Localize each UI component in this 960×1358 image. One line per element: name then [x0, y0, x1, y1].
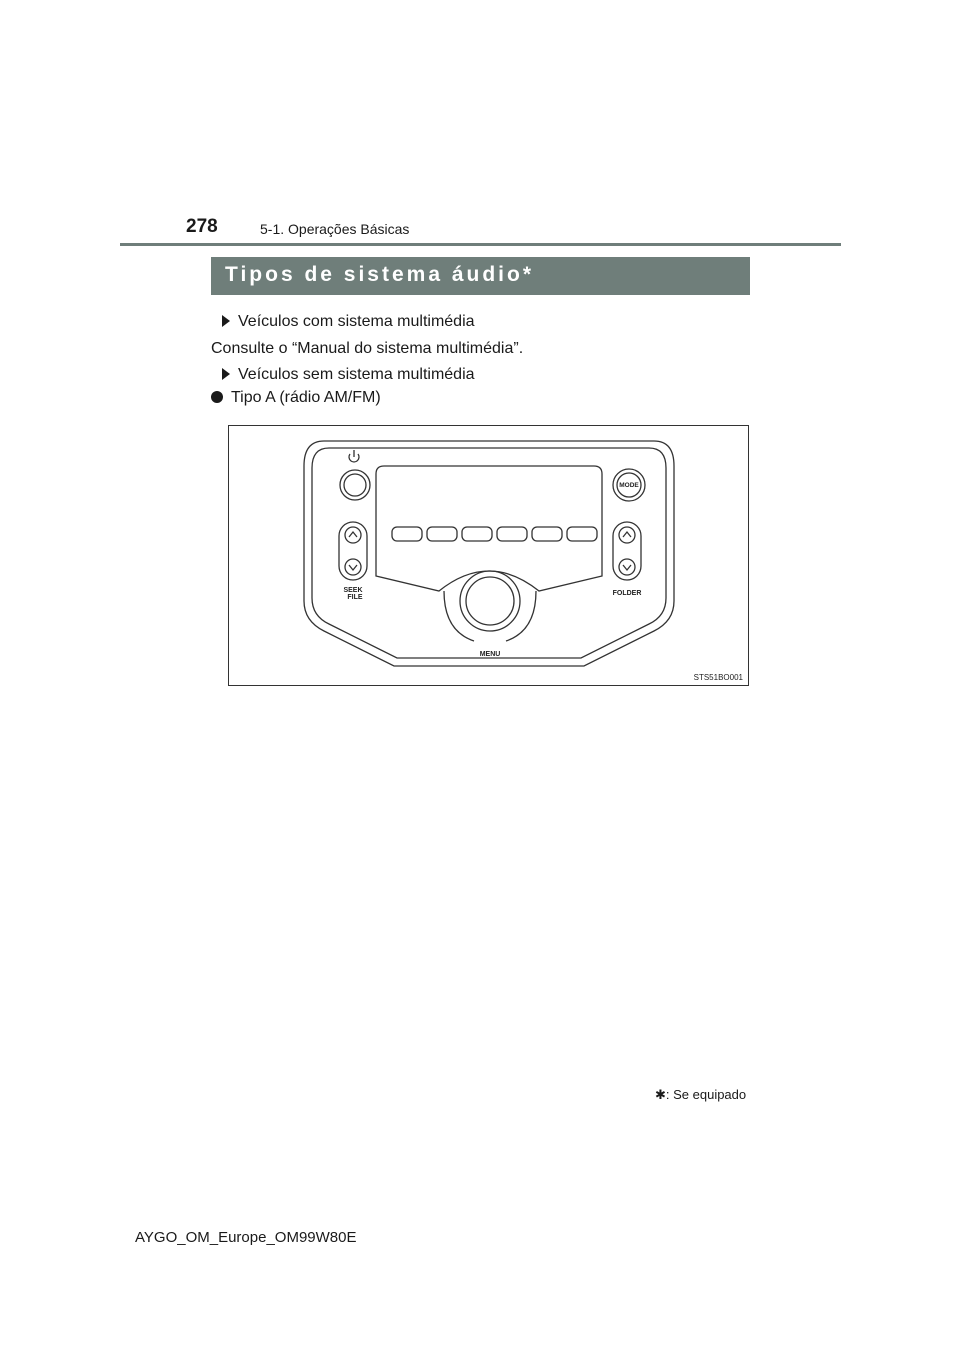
preset-button-5 [532, 527, 562, 541]
file-label: FILE [347, 594, 363, 601]
page-number: 278 [186, 216, 218, 237]
list-item [222, 313, 475, 331]
triangle-bullet-icon [222, 368, 230, 380]
list-item [211, 389, 381, 407]
preset-button-6 [567, 527, 597, 541]
preset-button-1 [392, 527, 422, 541]
footer-doc-id: AYGO_OM_Europe_OM99W80E [135, 1229, 357, 1246]
folder-up-icon [623, 532, 631, 537]
section-title: 5-1. Operações Básicas [260, 221, 410, 237]
seek-rocker [339, 522, 367, 580]
footnote: ✱: Se equipado [655, 1087, 747, 1102]
heading-title: Tipos de sistema áudio* [225, 263, 535, 286]
menu-knob [460, 571, 520, 631]
audio-unit-figure [228, 425, 749, 686]
preset-button-3 [462, 527, 492, 541]
figure-code: STS51BO001 [693, 673, 743, 682]
item-text: Veículos sem sistema multimédia [238, 366, 475, 383]
item-text: Tipo A (rádio AM/FM) [231, 389, 381, 406]
list-item [222, 366, 475, 384]
folder-label: FOLDER [612, 590, 642, 597]
item-text: Veículos com sistema multimédia [238, 313, 475, 330]
audio-unit-illustration [229, 426, 750, 687]
menu-knob-arc-left [444, 591, 474, 641]
seek-down-icon [349, 565, 357, 570]
folder-rocker [613, 522, 641, 580]
paragraph: Consulte o “Manual do sistema multimédia”. [211, 340, 524, 357]
seek-label: SEEK [343, 587, 363, 594]
folder-down-icon [623, 565, 631, 570]
menu-label: MENU [479, 651, 501, 658]
circle-bullet-icon [211, 391, 223, 403]
triangle-bullet-icon [222, 315, 230, 327]
menu-knob-arc-right [506, 591, 536, 641]
power-knob-inner [344, 474, 366, 496]
preset-button-4 [497, 527, 527, 541]
mode-label: MODE [619, 482, 639, 489]
menu-knob-inner [466, 577, 514, 625]
heading-bar [211, 257, 750, 295]
seek-up-icon [349, 532, 357, 537]
preset-button-2 [427, 527, 457, 541]
header-rule [120, 243, 841, 246]
